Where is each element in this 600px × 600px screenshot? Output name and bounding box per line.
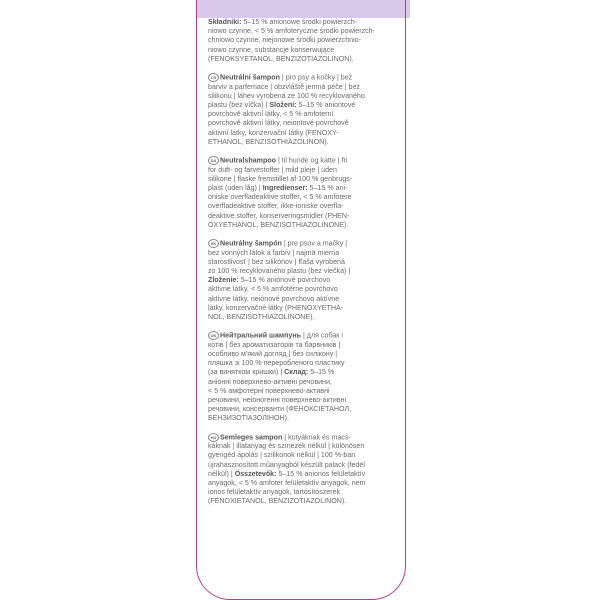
text-line: речовини, неіоногенні поверхнево-активні: [208, 396, 347, 405]
text-line: NOL, BENZISOTHIAZOLINONE).: [208, 313, 315, 322]
language-code-badge: UK: [208, 331, 219, 340]
text-line: ETHANOL, BENZISOTHIAZOLINON).: [208, 137, 329, 146]
text-line: пляшка зі 100 % переробленого пластику: [208, 359, 345, 368]
text-line: anyagok, < 5 % amfoter felületaktív anyagok, nem: [208, 479, 366, 488]
text-line: plastu (bez víčka) | Složení: 5–15 % aniontové: [208, 101, 356, 109]
text-line: for duft- og farvestoffer | mild pleje | uden: [208, 165, 337, 174]
text-line: látky, konzervačné látky (PHENOXYETHA-: [208, 303, 344, 312]
language-code-badge: CS: [208, 73, 219, 82]
text-line: gyengéd ápolás | szilikonok nélkül | 100 %-ban: [208, 451, 356, 460]
text-line: overfladeaktive stoffer, ikke-ioniske overfla-: [208, 202, 344, 211]
text-line: котів | без ароматизаторів та барвників |: [208, 340, 341, 349]
text-line: silikone | flaske fremstillet af 100 % genbrugs-: [208, 174, 353, 183]
text-line: bez vonných látok a farbív | najmä mierna: [208, 248, 340, 257]
text-line: SK Neutrálny šampón | pre psov a mačky |: [208, 239, 392, 249]
language-section: [208, 433, 392, 507]
text-line: HU Semleges sampon | kutyáknak és macs-: [208, 433, 392, 443]
text-line: barviv a parfemace | obzvláště jemná péče | bez: [208, 82, 360, 91]
text-line: aktívne látky, neiónové povrchovo aktívne: [208, 294, 340, 303]
language-section: [208, 73, 392, 147]
text-line: nélkül) | Összetevők: 5–15 % anionos felületaktív: [208, 469, 366, 478]
text-line: UK Нейтральний шампунь | для собак і: [208, 331, 392, 341]
text-line: zo 100 % recyklovaného plastu (bez viečka) |: [208, 267, 351, 275]
text-line: káknak | illatanyag és színezék nélkül | különösen: [208, 442, 365, 451]
language-section: [208, 239, 392, 322]
text-line: povrchově aktivní látky, neiontové povrchově: [208, 119, 349, 128]
text-line: аніонні поверхнево-активні речовини,: [208, 377, 332, 386]
text-line: DA Neutralshampoo | til hunde og katte | fri: [208, 156, 392, 166]
text-line: Składniki: 5–15 % anionowe środki powierzch-: [208, 18, 358, 26]
language-code-badge: HU: [208, 433, 219, 442]
text-line: БЕНЗИЗОТІАЗОЛІНОН).: [208, 414, 289, 423]
text-line: < 5 % амфотерні поверхнево-активні: [208, 386, 330, 395]
text-line: aktívne látky, < 5 % amfotérne povrchovo: [208, 285, 338, 294]
text-line: niowo czynne, < 5 % amfoteryczne środki powierzch-: [208, 27, 375, 36]
text-line: chniowo czynne, niejonowe środki powierzchnio-: [208, 36, 361, 45]
text-line: Zloženie: 5–15 % aniónové povrchovo: [208, 276, 331, 285]
text-line: silikonu | láhev vyrobená ze 100 % recyklovaného: [208, 91, 365, 100]
language-section: [208, 331, 392, 423]
language-section: [208, 18, 392, 64]
text-line: plast (uden låg) | Ingredienser: 5–15 % ani-: [208, 184, 348, 192]
language-code-badge: DA: [208, 156, 219, 165]
text-line: újrahasznosított műanyagból készült palack (fedél: [208, 460, 365, 469]
text-line: aktivní látky, konzervační látky (FENOXY-: [208, 128, 339, 137]
text-line: речовини, консерванти (ФЕНОКСІЕТАНОЛ,: [208, 405, 352, 414]
text-line: (FENOXIETANOL, BENZIZOTIAZOLINON).: [208, 497, 347, 506]
text-line: CS Neutrální šampon | pro psy a kočky | bez: [208, 73, 392, 83]
text-line: (FENOKSYETANOL, BENZIZOTIAZOLINON).: [208, 54, 354, 63]
language-code-badge: SK: [208, 239, 219, 248]
text-line: особливо м'який догляд | без силікону |: [208, 350, 338, 358]
text-line: (за винятком кришки) | Склад: 5–15 %: [208, 368, 335, 377]
text-line: povrchově aktivní látky, < 5 % amfoterní: [208, 110, 334, 119]
ingredient-text-column: [208, 18, 392, 516]
text-line: starostlivosť | bez silikónov | fľaša vyrobená: [208, 257, 345, 266]
text-line: OXYETHANOL, BENZISOTHIAZOLINONE).: [208, 220, 349, 229]
text-line: oniske overfladeaktive stoffer, < 5 % amfotere: [208, 193, 352, 202]
text-line: niowo czynne, substancje konserwujące: [208, 45, 335, 54]
language-section: [208, 156, 392, 230]
text-line: ionos felületaktív anyagok, tartósítószerek: [208, 488, 341, 497]
text-line: deaktive stoffer, konserveringsmidler (PHEN-: [208, 211, 350, 220]
